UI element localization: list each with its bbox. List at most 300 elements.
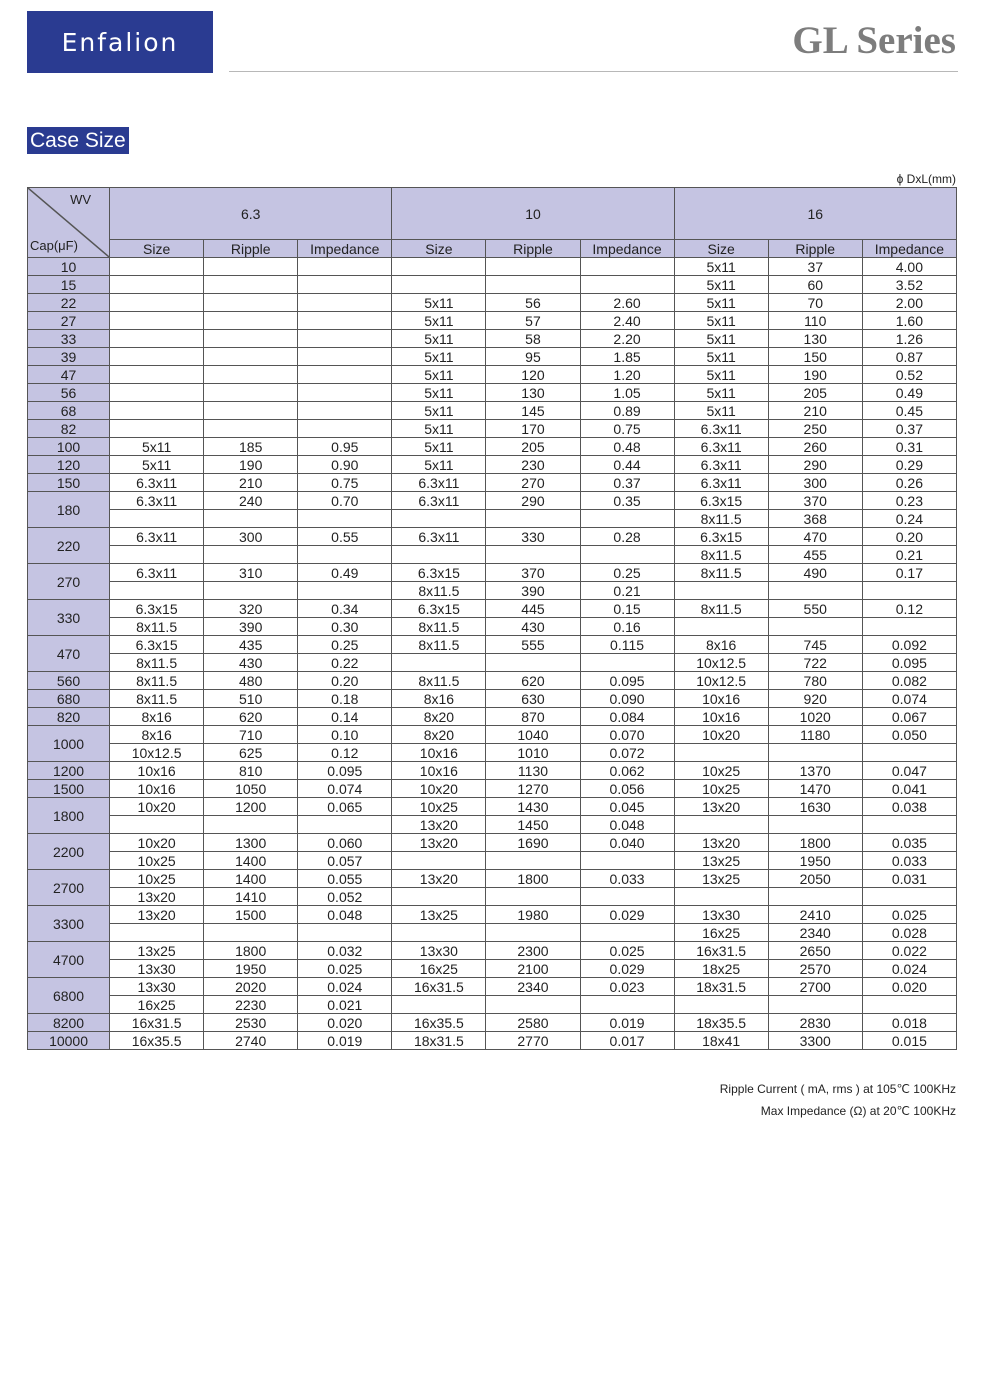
ripple-cell: 3300	[768, 1032, 862, 1050]
ripple-cell: 390	[204, 618, 298, 636]
size-cell: 8x11.5	[674, 600, 768, 618]
impedance-cell	[862, 618, 956, 636]
ripple-cell: 2570	[768, 960, 862, 978]
size-cell	[110, 582, 204, 600]
capacitance-cell: 680	[28, 690, 110, 708]
ripple-cell: 60	[768, 276, 862, 294]
table-row	[28, 330, 957, 348]
size-cell: 10x25	[392, 798, 486, 816]
footnotes	[720, 1078, 956, 1122]
capacitance-cell: 270	[28, 564, 110, 600]
ripple-cell: 1370	[768, 762, 862, 780]
impedance-cell: 0.34	[298, 600, 392, 618]
impedance-cell	[298, 546, 392, 564]
ripple-cell	[204, 294, 298, 312]
size-cell	[674, 996, 768, 1014]
case-size-table	[27, 187, 957, 1050]
impedance-cell	[862, 996, 956, 1014]
table-row	[28, 690, 957, 708]
capacitance-cell: 560	[28, 672, 110, 690]
impedance-cell: 0.25	[580, 564, 674, 582]
impedance-cell: 0.024	[862, 960, 956, 978]
capacitance-cell: 10	[28, 258, 110, 276]
size-cell: 5x11	[392, 294, 486, 312]
col-header-size: Size	[674, 240, 768, 258]
size-cell: 8x11.5	[110, 618, 204, 636]
ripple-cell: 1040	[486, 726, 580, 744]
impedance-cell: 0.020	[862, 978, 956, 996]
impedance-cell: 0.95	[298, 438, 392, 456]
capacitance-cell: 120	[28, 456, 110, 474]
impedance-cell: 0.30	[298, 618, 392, 636]
ripple-cell: 1800	[768, 834, 862, 852]
capacitance-cell: 470	[28, 636, 110, 672]
size-cell: 6.3x15	[110, 636, 204, 654]
capacitance-cell: 68	[28, 402, 110, 420]
col-header-ripple: Ripple	[486, 240, 580, 258]
impedance-cell: 0.20	[298, 672, 392, 690]
size-cell: 6.3x11	[110, 528, 204, 546]
size-cell: 10x25	[674, 762, 768, 780]
ripple-cell: 1130	[486, 762, 580, 780]
ripple-cell	[204, 924, 298, 942]
size-cell: 16x35.5	[110, 1032, 204, 1050]
impedance-cell: 0.072	[580, 744, 674, 762]
impedance-cell: 0.55	[298, 528, 392, 546]
impedance-cell: 0.37	[862, 420, 956, 438]
ripple-cell	[204, 384, 298, 402]
ripple-cell: 230	[486, 456, 580, 474]
impedance-cell: 4.00	[862, 258, 956, 276]
impedance-cell: 0.35	[580, 492, 674, 510]
size-cell	[110, 420, 204, 438]
ripple-cell: 1010	[486, 744, 580, 762]
size-cell: 5x11	[392, 330, 486, 348]
size-cell	[392, 888, 486, 906]
size-cell: 6.3x11	[674, 474, 768, 492]
impedance-cell: 0.15	[580, 600, 674, 618]
impedance-cell: 0.21	[862, 546, 956, 564]
impedance-cell: 0.22	[298, 654, 392, 672]
size-cell: 16x31.5	[392, 978, 486, 996]
size-cell: 8x11.5	[392, 582, 486, 600]
ripple-cell: 320	[204, 600, 298, 618]
ripple-cell	[204, 420, 298, 438]
size-cell	[110, 312, 204, 330]
capacitance-cell: 820	[28, 708, 110, 726]
size-cell: 13x20	[110, 888, 204, 906]
size-cell: 6.3x11	[110, 492, 204, 510]
ripple-cell: 57	[486, 312, 580, 330]
size-cell: 6.3x15	[674, 492, 768, 510]
capacitance-cell: 4700	[28, 942, 110, 978]
ripple-cell: 170	[486, 420, 580, 438]
impedance-cell: 0.056	[580, 780, 674, 798]
size-cell	[392, 996, 486, 1014]
col-header-size: Size	[110, 240, 204, 258]
voltage-header: 6.3	[110, 188, 392, 240]
table-row	[28, 924, 957, 942]
size-cell: 5x11	[674, 276, 768, 294]
size-cell: 5x11	[674, 348, 768, 366]
table-row	[28, 582, 957, 600]
impedance-cell	[298, 330, 392, 348]
capacitance-cell: 150	[28, 474, 110, 492]
table-row	[28, 852, 957, 870]
impedance-cell: 0.10	[298, 726, 392, 744]
ripple-cell: 1400	[204, 870, 298, 888]
impedance-cell: 0.89	[580, 402, 674, 420]
table-row	[28, 438, 957, 456]
ripple-cell: 150	[768, 348, 862, 366]
voltage-header: 16	[674, 188, 956, 240]
impedance-cell: 0.095	[862, 654, 956, 672]
size-cell: 10x16	[110, 780, 204, 798]
size-cell: 6.3x11	[110, 564, 204, 582]
table-row	[28, 654, 957, 672]
voltage-header: 10	[392, 188, 674, 240]
ripple-cell	[486, 510, 580, 528]
impedance-cell: 0.033	[862, 852, 956, 870]
impedance-cell: 0.050	[862, 726, 956, 744]
impedance-cell: 0.028	[862, 924, 956, 942]
impedance-cell	[298, 348, 392, 366]
impedance-cell: 0.090	[580, 690, 674, 708]
impedance-cell: 0.095	[580, 672, 674, 690]
size-cell: 5x11	[674, 294, 768, 312]
size-cell: 10x20	[392, 780, 486, 798]
impedance-cell: 0.070	[580, 726, 674, 744]
ripple-cell	[204, 366, 298, 384]
size-cell: 10x25	[110, 852, 204, 870]
table-row	[28, 834, 957, 852]
ripple-cell: 2300	[486, 942, 580, 960]
ripple-cell: 2050	[768, 870, 862, 888]
impedance-cell	[298, 276, 392, 294]
impedance-cell	[298, 294, 392, 312]
ripple-cell: 2740	[204, 1032, 298, 1050]
size-cell: 16x31.5	[674, 942, 768, 960]
ripple-cell	[204, 546, 298, 564]
table-row	[28, 276, 957, 294]
size-cell: 6.3x11	[674, 438, 768, 456]
impedance-cell: 0.019	[298, 1032, 392, 1050]
ripple-cell: 1800	[204, 942, 298, 960]
ripple-cell: 2650	[768, 942, 862, 960]
size-cell: 10x16	[674, 690, 768, 708]
capacitance-cell: 1500	[28, 780, 110, 798]
ripple-cell	[204, 348, 298, 366]
ripple-cell: 185	[204, 438, 298, 456]
impedance-cell: 0.17	[862, 564, 956, 582]
capacitance-cell: 39	[28, 348, 110, 366]
impedance-cell: 0.017	[580, 1032, 674, 1050]
size-cell: 6.3x15	[110, 600, 204, 618]
impedance-cell: 3.52	[862, 276, 956, 294]
impedance-cell: 0.25	[298, 636, 392, 654]
size-cell: 5x11	[392, 456, 486, 474]
capacitance-cell: 33	[28, 330, 110, 348]
ripple-cell: 390	[486, 582, 580, 600]
impedance-cell: 1.26	[862, 330, 956, 348]
table-row	[28, 870, 957, 888]
ripple-cell: 290	[486, 492, 580, 510]
ripple-cell: 710	[204, 726, 298, 744]
size-cell	[674, 888, 768, 906]
col-header-impedance: Impedance	[862, 240, 956, 258]
impedance-cell: 0.29	[862, 456, 956, 474]
ripple-cell: 722	[768, 654, 862, 672]
ripple-cell	[486, 276, 580, 294]
size-cell: 5x11	[392, 402, 486, 420]
ripple-cell: 240	[204, 492, 298, 510]
impedance-cell: 0.062	[580, 762, 674, 780]
table-row	[28, 780, 957, 798]
ripple-cell: 625	[204, 744, 298, 762]
impedance-cell	[298, 312, 392, 330]
ripple-cell: 120	[486, 366, 580, 384]
ripple-cell: 95	[486, 348, 580, 366]
table-row	[28, 1014, 957, 1032]
size-cell: 6.3x15	[674, 528, 768, 546]
capacitance-cell: 180	[28, 492, 110, 528]
corner-header	[28, 188, 110, 258]
table-row	[28, 726, 957, 744]
size-cell	[110, 348, 204, 366]
impedance-cell: 2.00	[862, 294, 956, 312]
size-cell: 13x25	[674, 870, 768, 888]
impedance-cell: 0.025	[580, 942, 674, 960]
ripple-cell	[204, 402, 298, 420]
capacitance-cell: 2200	[28, 834, 110, 870]
ripple-cell: 290	[768, 456, 862, 474]
ripple-cell	[204, 330, 298, 348]
size-cell: 10x12.5	[110, 744, 204, 762]
impedance-cell: 0.12	[862, 600, 956, 618]
table-row	[28, 456, 957, 474]
capacitance-cell: 8200	[28, 1014, 110, 1032]
size-cell: 8x11.5	[110, 672, 204, 690]
ripple-cell: 1180	[768, 726, 862, 744]
ripple-cell: 1950	[204, 960, 298, 978]
impedance-cell	[580, 546, 674, 564]
ripple-cell: 330	[486, 528, 580, 546]
ripple-cell	[204, 510, 298, 528]
size-cell: 13x30	[392, 942, 486, 960]
ripple-cell: 190	[204, 456, 298, 474]
impedance-cell: 0.052	[298, 888, 392, 906]
ripple-cell: 210	[204, 474, 298, 492]
impedance-cell: 0.23	[862, 492, 956, 510]
ripple-cell: 2230	[204, 996, 298, 1014]
ripple-cell	[486, 996, 580, 1014]
ripple-cell: 300	[768, 474, 862, 492]
ripple-cell: 2340	[486, 978, 580, 996]
impedance-cell: 0.055	[298, 870, 392, 888]
impedance-cell: 1.85	[580, 348, 674, 366]
impedance-cell: 0.90	[298, 456, 392, 474]
impedance-cell: 0.067	[862, 708, 956, 726]
size-cell: 8x11.5	[110, 690, 204, 708]
ripple-cell: 190	[768, 366, 862, 384]
table-row	[28, 942, 957, 960]
impedance-cell: 0.033	[580, 870, 674, 888]
impedance-cell	[298, 924, 392, 942]
size-cell	[110, 402, 204, 420]
size-cell: 8x16	[392, 690, 486, 708]
impedance-cell: 0.032	[298, 942, 392, 960]
capacitance-cell: 330	[28, 600, 110, 636]
ripple-cell: 555	[486, 636, 580, 654]
impedance-cell: 0.048	[580, 816, 674, 834]
ripple-cell: 1410	[204, 888, 298, 906]
size-cell: 6.3x11	[392, 492, 486, 510]
ripple-cell: 250	[768, 420, 862, 438]
ripple-cell: 58	[486, 330, 580, 348]
size-cell: 13x20	[110, 906, 204, 924]
ripple-cell: 630	[486, 690, 580, 708]
size-cell: 16x25	[674, 924, 768, 942]
size-cell: 8x11.5	[674, 564, 768, 582]
table-row	[28, 348, 957, 366]
size-cell	[110, 546, 204, 564]
size-cell: 13x30	[674, 906, 768, 924]
ripple-cell: 370	[768, 492, 862, 510]
size-cell: 10x12.5	[674, 654, 768, 672]
impedance-cell: 0.060	[298, 834, 392, 852]
table-row	[28, 618, 957, 636]
impedance-cell: 1.05	[580, 384, 674, 402]
size-cell: 10x20	[674, 726, 768, 744]
ripple-cell: 870	[486, 708, 580, 726]
impedance-cell: 0.041	[862, 780, 956, 798]
ripple-cell: 145	[486, 402, 580, 420]
size-cell: 5x11	[674, 402, 768, 420]
table-row	[28, 600, 957, 618]
size-cell: 6.3x11	[392, 474, 486, 492]
ripple-cell: 260	[768, 438, 862, 456]
table-row	[28, 906, 957, 924]
impedance-cell: 0.074	[298, 780, 392, 798]
ripple-cell: 210	[768, 402, 862, 420]
table-row	[28, 978, 957, 996]
ripple-cell: 130	[486, 384, 580, 402]
table-body	[28, 258, 957, 1050]
ripple-cell	[768, 618, 862, 636]
impedance-cell: 0.16	[580, 618, 674, 636]
impedance-cell: 0.029	[580, 906, 674, 924]
ripple-cell: 470	[768, 528, 862, 546]
impedance-cell	[580, 276, 674, 294]
impedance-cell: 0.20	[862, 528, 956, 546]
ripple-cell: 480	[204, 672, 298, 690]
impedance-cell: 0.022	[862, 942, 956, 960]
capacitance-cell: 10000	[28, 1032, 110, 1050]
capacitance-cell: 6800	[28, 978, 110, 1014]
size-cell: 13x20	[674, 834, 768, 852]
table-row	[28, 528, 957, 546]
table-row	[28, 420, 957, 438]
size-cell: 6.3x11	[674, 420, 768, 438]
ripple-cell: 1630	[768, 798, 862, 816]
ripple-cell	[204, 276, 298, 294]
size-cell: 10x20	[110, 798, 204, 816]
impedance-cell: 0.70	[298, 492, 392, 510]
ripple-cell: 1050	[204, 780, 298, 798]
impedance-cell	[298, 384, 392, 402]
ripple-cell	[486, 258, 580, 276]
impedance-cell: 0.035	[862, 834, 956, 852]
table-row	[28, 492, 957, 510]
ripple-cell: 2580	[486, 1014, 580, 1032]
size-cell: 5x11	[392, 312, 486, 330]
impedance-cell	[298, 366, 392, 384]
ripple-cell	[204, 816, 298, 834]
ripple-cell	[486, 546, 580, 564]
size-cell: 13x25	[674, 852, 768, 870]
table-row	[28, 384, 957, 402]
table-row	[28, 564, 957, 582]
unit-note: ϕ DxL(mm)	[896, 172, 956, 186]
impedance-cell	[298, 420, 392, 438]
capacitance-cell: 22	[28, 294, 110, 312]
size-cell	[392, 546, 486, 564]
impedance-cell: 1.60	[862, 312, 956, 330]
size-cell	[110, 294, 204, 312]
table-row	[28, 888, 957, 906]
impedance-cell: 0.084	[580, 708, 674, 726]
size-cell: 10x25	[674, 780, 768, 798]
size-cell: 5x11	[392, 384, 486, 402]
cap-label: Cap(μF)	[30, 238, 78, 253]
size-cell: 13x20	[392, 870, 486, 888]
size-cell	[392, 276, 486, 294]
ripple-cell: 1270	[486, 780, 580, 798]
capacitance-cell: 82	[28, 420, 110, 438]
size-cell	[392, 654, 486, 672]
impedance-cell: 0.029	[580, 960, 674, 978]
impedance-cell: 0.49	[298, 564, 392, 582]
ripple-cell	[768, 888, 862, 906]
ripple-cell: 620	[204, 708, 298, 726]
size-cell: 8x20	[392, 708, 486, 726]
impedance-cell: 0.26	[862, 474, 956, 492]
ripple-cell: 300	[204, 528, 298, 546]
impedance-cell: 0.025	[862, 906, 956, 924]
ripple-cell: 1020	[768, 708, 862, 726]
impedance-cell: 0.48	[580, 438, 674, 456]
impedance-cell: 1.20	[580, 366, 674, 384]
size-cell: 5x11	[392, 420, 486, 438]
ripple-cell	[204, 312, 298, 330]
ripple-cell: 445	[486, 600, 580, 618]
impedance-cell: 0.18	[298, 690, 392, 708]
ripple-cell: 1200	[204, 798, 298, 816]
ripple-cell: 110	[768, 312, 862, 330]
impedance-cell: 2.60	[580, 294, 674, 312]
ripple-cell: 1450	[486, 816, 580, 834]
size-cell	[110, 258, 204, 276]
size-cell: 16x35.5	[392, 1014, 486, 1032]
size-cell	[392, 258, 486, 276]
impedance-cell: 0.45	[862, 402, 956, 420]
ripple-cell	[204, 258, 298, 276]
impedance-cell: 0.87	[862, 348, 956, 366]
impedance-note: Max Impedance (Ω) at 20℃ 100KHz	[760, 1104, 956, 1118]
table-row	[28, 672, 957, 690]
ripple-cell: 2530	[204, 1014, 298, 1032]
size-cell: 16x25	[110, 996, 204, 1014]
